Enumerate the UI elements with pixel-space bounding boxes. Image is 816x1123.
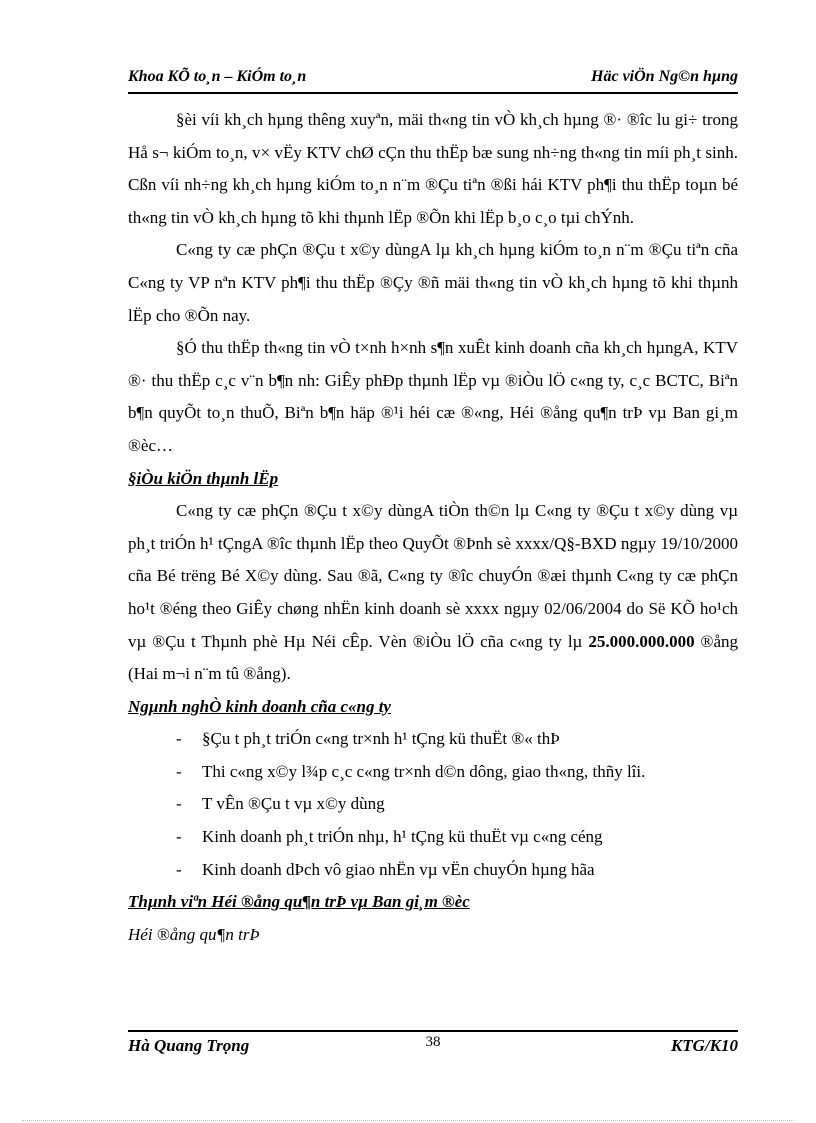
page-header — [128, 66, 738, 90]
list-item — [128, 723, 738, 756]
list-item-text: §Çu t ph¸t triÓn c«ng tr×nh h¹ tÇng kü thuËt ®« thÞ — [202, 729, 560, 749]
list-item-text: Thi c«ng x©y l¾p c¸c c«ng tr×nh d©n dông, giao th«ng, thñy lîi. — [202, 761, 646, 781]
paragraph-first-year-client: C«ng ty cæ phÇn ®Çu t x©y dùngA lµ kh¸ch hµng kiÓm to¸n n¨m ®Çu tiªn cña C«ng ty VP nªn KTV ph¶i thu thËp ®Çy ®ñ mäi th«ng tin vÒ kh¸ch hµng tõ khi thµnh lËp cho ®Õn nay. — [128, 240, 738, 325]
list-item — [128, 821, 738, 854]
page-number: 38 — [425, 1034, 441, 1050]
list-dash: - — [176, 729, 182, 749]
heading-business-lines: Ngµnh nghÒ kinh doanh cña c«ng ty — [128, 696, 391, 716]
paragraph-documents-collected: §Ó thu thËp th«ng tin vÒ t×nh h×nh s¶n xuÊt kinh doanh cña kh¸ch hµngA, KTV ®· thu thËp c¸c v¨n b¶n nh: GiÊy phÐp thµnh lËp vµ ®iÒu lÖ c«ng ty, c¸c BCTC, Biªn b¶n quyÕt to¸n thuÕ, Biªn b¶n häp ®¹i héi cæ ®«ng, Héi ®ång qu¶n trÞ vµ Ban gi¸m ®èc… — [128, 338, 738, 455]
charter-capital-value: 25.000.000.000 — [588, 631, 695, 651]
paragraph-establishment — [128, 495, 738, 691]
establishment-text: C«ng ty cæ phÇn ®Çu t x©y dùngA tiÒn th©n lµ C«ng ty ®Çu t x©y dùng vµ ph¸t triÓn h¹ tÇngA ®îc thµnh lËp theo QuyÕt ®Þnh sè xxxx/Q§-BXD ngµy 19/10/2000 cña Bé trëng Bé X©y dùng. Sau ®ã, C«ng ty ®îc chuyÓn ®æi thµnh C«ng ty cæ phÇn ho¹t ®éng theo GiÊy chøng nhËn kinh doanh sè xxxx ngµy 02/06/2004 do Së KÕ ho¹ch vµ ®Çu t Thµnh phè Hµ Néi cÊp. Vèn ®iÒu lÖ cña c«ng ty lµ — [128, 501, 738, 651]
heading-board-members: Thµnh viªn Héi ®ång qu¶n trÞ vµ Ban gi¸m ®èc — [128, 892, 470, 912]
heading-establishment: §iÒu kiÖn thµnh lËp — [128, 468, 279, 488]
list-item-text: Kinh doanh dÞch vô giao nhËn vµ vËn chuyÓn hµng hãa — [202, 859, 595, 879]
header-faculty: Khoa KÕ to¸n – KiÓm to¸n — [128, 68, 307, 85]
document-body — [128, 104, 738, 951]
header-institution: Häc viÖn Ng©n hµng — [591, 68, 738, 85]
list-dash: - — [176, 761, 182, 781]
footer-class-code: KTG/K10 — [670, 1036, 738, 1055]
establishment-text-end: ®ång (Hai m¬i n¨m tû ®ång). — [128, 631, 738, 684]
list-item — [128, 788, 738, 821]
subheading-board-of-directors: Héi ®ång qu¶n trÞ — [128, 924, 260, 944]
page-bottom-border — [22, 1120, 794, 1121]
list-dash: - — [176, 859, 182, 879]
list-item-text: T vÊn ®Çu t vµ x©y dùng — [202, 794, 385, 814]
list-item — [128, 756, 738, 789]
list-item — [128, 854, 738, 887]
business-lines-list — [128, 723, 738, 886]
header-rule — [128, 92, 738, 94]
list-dash: - — [176, 827, 182, 847]
list-item-text: Kinh doanh ph¸t triÓn nhµ, h¹ tÇng kü thuËt vµ c«ng céng — [202, 827, 603, 847]
page-footer — [128, 1034, 738, 1060]
footer-rule — [128, 1030, 738, 1032]
list-dash: - — [176, 794, 182, 814]
footer-author: Hà Quang Trọng — [128, 1036, 250, 1055]
paragraph-client-info: §èi víi kh¸ch hµng thêng xuyªn, mäi th«ng tin vÒ kh¸ch hµng ®· ®îc lu gi÷ trong Hå s¬ kiÓm to¸n, v× vËy KTV chØ cÇn thu thËp bæ sung nh÷ng th«ng tin míi ph¸t sinh. Cßn víi nh÷ng kh¸ch hµng kiÓm to¸n n¨m ®Çu tiªn ®ßi hái KTV ph¶i thu thËp toµn bé th«ng tin vÒ kh¸ch hµng tõ khi thµnh lËp ®Õn khi lËp b¸o c¸o tµi chÝnh. — [128, 110, 738, 227]
